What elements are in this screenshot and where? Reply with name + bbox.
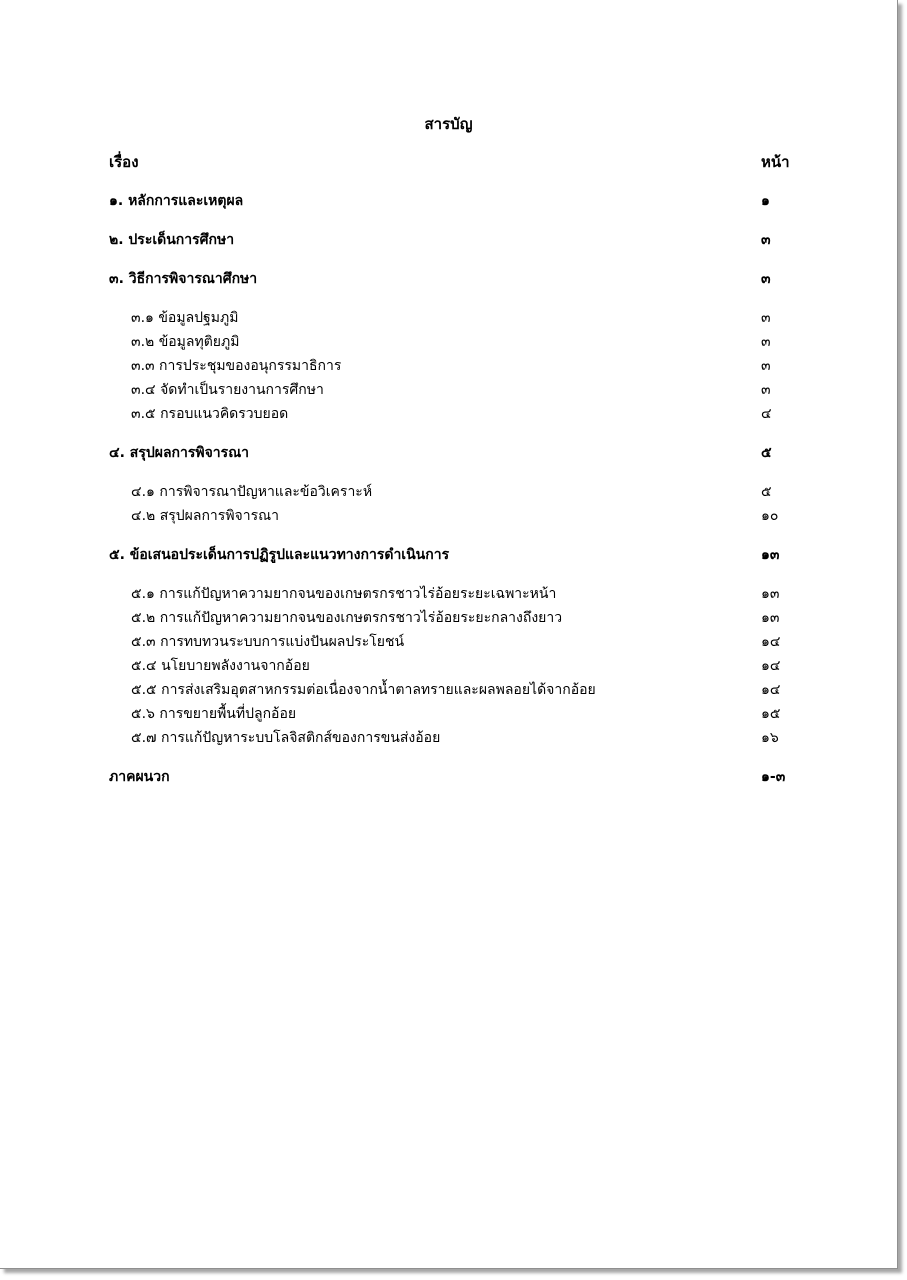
toc-entry-page: ๕ xyxy=(761,445,772,461)
toc-entry-3-5 xyxy=(0,403,897,427)
toc-entry-label: ๕.๔ นโยบายพลังงานจากอ้อย xyxy=(131,658,310,674)
toc-entry-5-4 xyxy=(0,655,897,679)
toc-entry-page: ๑ xyxy=(761,193,770,209)
toc-entry-label: ๓.๑ ข้อมูลปฐมภูมิ xyxy=(131,310,239,326)
toc-entry-page: ๑๓ xyxy=(761,547,780,563)
toc-entry-4-1 xyxy=(0,481,897,505)
toc-entry-5-5 xyxy=(0,679,897,703)
toc-entry-5 xyxy=(0,544,897,568)
page-column-header: หน้า xyxy=(761,153,790,171)
toc-entry-page: ๓ xyxy=(761,310,771,326)
toc-entry-3-2 xyxy=(0,331,897,355)
toc-entry-page: ๓ xyxy=(761,382,771,398)
toc-entry-page: ๑๓ xyxy=(761,586,780,602)
toc-entry-page: ๔ xyxy=(761,406,772,422)
toc-entry-page: ๑๔ xyxy=(761,658,781,674)
toc-entry-page: ๑๔ xyxy=(761,634,781,650)
toc-entry-label: ๕.๗ การแก้ปัญหาระบบโลจิสติกส์ของการขนส่งอ้อย xyxy=(131,730,441,746)
toc-entry-3-4 xyxy=(0,379,897,403)
toc-entry-3 xyxy=(0,268,897,292)
toc-entry-label: ๕.๒ การแก้ปัญหาความยากจนของเกษตรกรชาวไร่อ้อยระยะกลางถึงยาว xyxy=(131,610,563,626)
toc-entry-label: ๕.๑ การแก้ปัญหาความยากจนของเกษตรกรชาวไร่อ้อยระยะเฉพาะหน้า xyxy=(131,586,557,602)
toc-entry-appendix xyxy=(0,766,897,790)
topic-column-header: เรื่อง xyxy=(109,153,139,171)
toc-entry-1 xyxy=(0,190,897,214)
toc-entry-page: ๓ xyxy=(761,334,771,350)
toc-entry-label: ๕. ข้อเสนอประเด็นการปฏิรูปและแนวทางการดำเนินการ xyxy=(109,547,450,563)
toc-entry-label: ๓. วิธีการพิจารณาศึกษา xyxy=(109,271,258,287)
toc-entry-page: ๑๔ xyxy=(761,682,781,698)
toc-entry-label: ๓.๒ ข้อมูลทุติยภูมิ xyxy=(131,334,240,350)
toc-entry-page: ๓ xyxy=(761,358,771,374)
toc-entry-label: ๕.๕ การส่งเสริมอุตสาหกรรมต่อเนื่องจากน้ำตาลทรายและผลพลอยได้จากอ้อย xyxy=(131,682,596,698)
toc-entry-label: ๔.๑ การพิจารณาปัญหาและข้อวิเคราะห์ xyxy=(131,484,373,500)
toc-entry-page: ๑๐ xyxy=(761,508,779,524)
toc-entry-label: ๕.๓ การทบทวนระบบการแบ่งปันผลประโยชน์ xyxy=(131,634,405,650)
toc-entry-label: ๒. ประเด็นการศึกษา xyxy=(109,232,235,248)
toc-entry-4-2 xyxy=(0,505,897,529)
toc-entry-label: ๓.๕ กรอบแนวคิดรวบยอด xyxy=(131,406,289,422)
toc-entry-page: ๕ xyxy=(761,484,772,500)
toc-entry-label: ๕.๖ การขยายพื้นที่ปลูกอ้อย xyxy=(131,706,297,722)
toc-entry-label: ๔.๒ สรุปผลการพิจารณา xyxy=(131,508,279,524)
toc-entry-page: ๑๖ xyxy=(761,730,779,746)
toc-entry-page: ๑๕ xyxy=(761,706,781,722)
toc-entry-5-6 xyxy=(0,703,897,727)
toc-entry-label: ๓.๔ จัดทำเป็นรายงานการศึกษา xyxy=(131,382,324,398)
toc-entry-5-7 xyxy=(0,727,897,751)
toc-entry-5-1 xyxy=(0,583,897,607)
toc-entry-label: ภาคผนวก xyxy=(109,769,170,785)
toc-entry-4 xyxy=(0,442,897,466)
toc-entry-2 xyxy=(0,229,897,253)
toc-entry-3-1 xyxy=(0,307,897,331)
toc-title: สารบัญ xyxy=(424,115,473,133)
toc-entry-label: ๑. หลักการและเหตุผล xyxy=(109,193,244,209)
toc-entry-3-3 xyxy=(0,355,897,379)
toc-entry-label: ๓.๓ การประชุมของอนุกรรมาธิการ xyxy=(131,358,342,374)
toc-entry-page: ๑-๓ xyxy=(761,769,786,785)
toc-entry-page: ๓ xyxy=(761,271,771,287)
toc-entry-5-3 xyxy=(0,631,897,655)
toc-entry-label: ๔. สรุปผลการพิจารณา xyxy=(109,445,250,461)
toc-entry-page: ๑๓ xyxy=(761,610,780,626)
toc-entry-page: ๓ xyxy=(761,232,771,248)
toc-entry-5-2 xyxy=(0,607,897,631)
